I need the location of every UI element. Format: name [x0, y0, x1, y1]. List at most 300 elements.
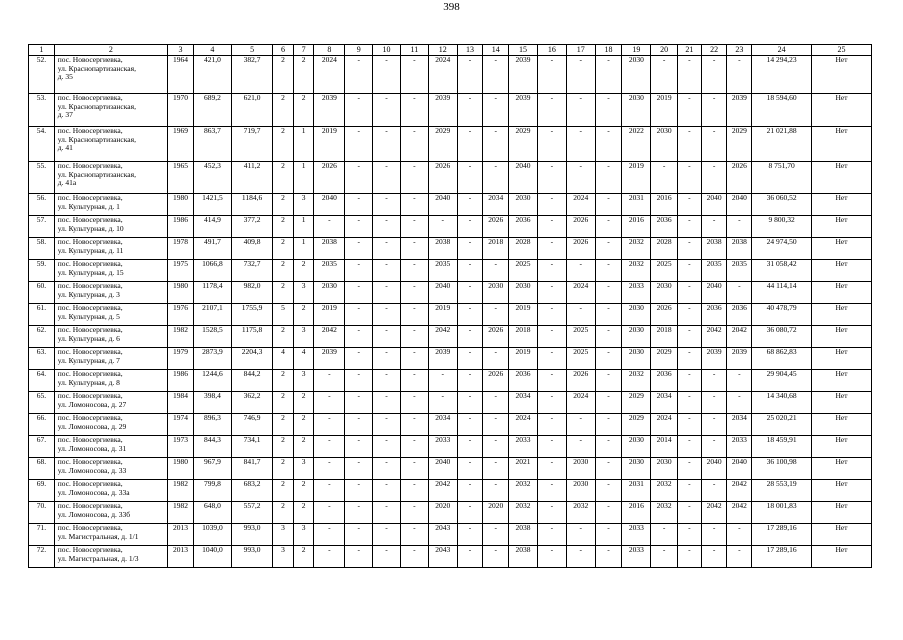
table-cell: -	[345, 162, 373, 194]
table-cell: 1175,8	[231, 326, 272, 348]
address-line: ул. Ломоносова, д. 27	[57, 399, 127, 409]
page-number: 398	[443, 1, 460, 13]
table-cell: 2014	[651, 436, 678, 458]
table-cell: -	[457, 238, 483, 260]
table-cell: 1184,6	[231, 194, 272, 216]
table-row	[29, 392, 872, 414]
table-cell: 2028	[509, 238, 538, 260]
row-number-cell: 59.	[29, 260, 55, 282]
address-line: ул. Ломоносова, д. 29	[57, 421, 127, 431]
table-cell: 841,7	[231, 458, 272, 480]
table-cell: -	[595, 260, 622, 282]
table-cell: -	[457, 546, 483, 568]
table-cell: -	[400, 282, 428, 304]
table-cell: 1755,9	[231, 304, 272, 326]
table-cell: -	[314, 370, 345, 392]
table-cell: -	[678, 370, 702, 392]
table-cell: 2038	[428, 238, 457, 260]
cost-cell: 31 058,42	[752, 260, 812, 282]
table-cell: 2042	[428, 480, 457, 502]
table-cell: -	[678, 436, 702, 458]
address-line: ул. Культурная, д. 1	[57, 201, 120, 211]
table-cell: 2	[293, 502, 314, 524]
table-row	[29, 216, 872, 238]
table-cell: 2040	[701, 282, 727, 304]
address-line: ул. Ломоносова, д. 33а	[57, 487, 130, 497]
table-cell: 2030	[509, 282, 538, 304]
table-cell: -	[457, 282, 483, 304]
address-line: ул. Культурная, д. 6	[57, 333, 120, 343]
table-row	[29, 260, 872, 282]
table-cell: -	[678, 348, 702, 370]
table-cell: -	[537, 260, 566, 282]
table-cell: 2019	[314, 304, 345, 326]
table-cell: -	[373, 162, 401, 194]
table-row	[29, 546, 872, 568]
address-line: ул. Краснопартизанская,	[57, 63, 136, 73]
table-cell: -	[373, 260, 401, 282]
table-cell: 2026	[566, 216, 595, 238]
table-cell: 2026	[566, 370, 595, 392]
table-cell: 2031	[622, 480, 651, 502]
table-cell: -	[400, 238, 428, 260]
table-cell: 3	[273, 546, 294, 568]
address-line: ул. Культурная, д. 3	[57, 289, 120, 299]
row-number-cell: 52.	[29, 56, 55, 94]
column-number: 15	[509, 45, 538, 56]
table-cell: 409,8	[231, 238, 272, 260]
table-cell: -	[678, 502, 702, 524]
table-cell: -	[373, 194, 401, 216]
table-row	[29, 414, 872, 436]
table-cell: 2033	[622, 524, 651, 546]
table-cell: 2040	[428, 458, 457, 480]
table-cell: -	[651, 56, 678, 94]
table-cell: -	[566, 304, 595, 326]
table-cell: 452,3	[193, 162, 231, 194]
table-cell: -	[595, 216, 622, 238]
table-cell: 2021	[509, 458, 538, 480]
table-cell: -	[345, 546, 373, 568]
table-cell: 2026	[428, 162, 457, 194]
table-cell: -	[373, 458, 401, 480]
table-cell: -	[457, 436, 483, 458]
table-cell: 2030	[622, 304, 651, 326]
table-cell: 2024	[509, 414, 538, 436]
table-cell: 2026	[483, 326, 509, 348]
table-cell: 2	[273, 458, 294, 480]
table-cell: 2039	[701, 348, 727, 370]
table-cell: -	[678, 238, 702, 260]
table-cell: 2873,9	[193, 348, 231, 370]
table-cell: 2034	[727, 414, 752, 436]
table-cell: 2035	[428, 260, 457, 282]
table-cell: 2019	[428, 304, 457, 326]
table-row	[29, 238, 872, 260]
status-cell: Нет	[811, 502, 871, 524]
table-cell: 2026	[651, 304, 678, 326]
table-cell: -	[400, 260, 428, 282]
table-cell: -	[727, 546, 752, 568]
table-cell: 2016	[651, 194, 678, 216]
column-number: 10	[373, 45, 401, 56]
address-line: пос. Новосергиевка,	[57, 391, 123, 400]
table-cell: 2	[273, 94, 294, 127]
table-cell: 2029	[651, 348, 678, 370]
table-cell: 993,0	[231, 546, 272, 568]
table-cell: -	[345, 414, 373, 436]
table-cell: -	[566, 127, 595, 162]
column-number: 23	[727, 45, 752, 56]
address-cell	[54, 546, 167, 568]
table-row	[29, 524, 872, 546]
table-cell: -	[595, 127, 622, 162]
table-cell: -	[595, 392, 622, 414]
table-cell: -	[727, 56, 752, 94]
column-number: 25	[811, 45, 871, 56]
cost-cell: 36 060,52	[752, 194, 812, 216]
address-line: ул. Магистральная, д. 1/3	[57, 553, 139, 563]
table-cell: 2038	[701, 238, 727, 260]
table-cell: -	[595, 370, 622, 392]
table-cell: 2036	[651, 216, 678, 238]
status-cell: Нет	[811, 304, 871, 326]
column-number: 12	[428, 45, 457, 56]
table-cell: -	[595, 238, 622, 260]
table-cell: 1066,8	[193, 260, 231, 282]
cost-cell: 18 001,83	[752, 502, 812, 524]
address-line: пос. Новосергиевка,	[57, 501, 123, 510]
status-cell: Нет	[811, 238, 871, 260]
table-cell: -	[457, 56, 483, 94]
table-cell: -	[345, 326, 373, 348]
table-cell: -	[345, 260, 373, 282]
table-cell: 2	[293, 414, 314, 436]
table-cell: -	[678, 480, 702, 502]
table-cell: -	[373, 348, 401, 370]
table-cell: 1178,4	[193, 282, 231, 304]
table-cell: -	[314, 392, 345, 414]
table-cell: -	[537, 94, 566, 127]
table-cell: 1	[293, 162, 314, 194]
column-number: 17	[566, 45, 595, 56]
table-row	[29, 127, 872, 162]
table-cell: -	[566, 436, 595, 458]
table-cell: -	[483, 304, 509, 326]
row-number-cell: 67.	[29, 436, 55, 458]
table-cell: -	[595, 282, 622, 304]
address-line: пос. Новосергиевка,	[57, 325, 123, 334]
table-cell: 1974	[168, 414, 194, 436]
table-cell: -	[345, 127, 373, 162]
table-cell: 2013	[168, 546, 194, 568]
table-cell: 2038	[314, 238, 345, 260]
table-cell: -	[595, 524, 622, 546]
table-cell: -	[428, 392, 457, 414]
table-cell: 2	[293, 436, 314, 458]
table-cell: -	[678, 326, 702, 348]
table-cell: -	[701, 127, 727, 162]
table-cell: -	[314, 524, 345, 546]
table-cell: 2026	[314, 162, 345, 194]
table-cell: -	[651, 546, 678, 568]
address-cell	[54, 480, 167, 502]
address-cell	[54, 127, 167, 162]
table-cell: -	[678, 216, 702, 238]
table-cell: -	[537, 414, 566, 436]
table-cell: 2	[293, 94, 314, 127]
table-cell: -	[701, 414, 727, 436]
status-cell: Нет	[811, 194, 871, 216]
table-cell: 1965	[168, 162, 194, 194]
table-cell: 1978	[168, 238, 194, 260]
table-cell: 2019	[509, 304, 538, 326]
table-cell: -	[566, 162, 595, 194]
table-cell: 734,1	[231, 436, 272, 458]
status-cell: Нет	[811, 162, 871, 194]
table-cell: 2	[293, 56, 314, 94]
address-line: пос. Новосергиевка,	[57, 523, 123, 532]
table-cell: 2030	[622, 436, 651, 458]
table-cell: -	[373, 414, 401, 436]
table-cell: 382,7	[231, 56, 272, 94]
table-cell: 1980	[168, 458, 194, 480]
address-cell	[54, 414, 167, 436]
table-cell: 2030	[509, 194, 538, 216]
table-cell: 2043	[428, 546, 457, 568]
row-number-cell: 64.	[29, 370, 55, 392]
table-cell: -	[727, 216, 752, 238]
table-cell: -	[483, 436, 509, 458]
table-cell: -	[595, 348, 622, 370]
table-row	[29, 94, 872, 127]
cost-cell: 28 553,19	[752, 480, 812, 502]
table-cell: -	[457, 480, 483, 502]
table-cell: -	[314, 502, 345, 524]
table-cell: 2035	[701, 260, 727, 282]
row-number-cell: 66.	[29, 414, 55, 436]
table-cell: -	[373, 326, 401, 348]
table-cell: -	[595, 194, 622, 216]
table-cell: 2	[273, 238, 294, 260]
table-cell: -	[727, 392, 752, 414]
table-cell: -	[483, 524, 509, 546]
table-cell: 2034	[483, 194, 509, 216]
table-cell: 2033	[428, 436, 457, 458]
address-line: пос. Новосергиевка,	[57, 281, 123, 290]
table-cell: 2039	[727, 94, 752, 127]
row-number-cell: 63.	[29, 348, 55, 370]
table-cell: 2032	[622, 370, 651, 392]
address-line: д. 41	[57, 143, 73, 153]
table-cell: 2040	[509, 162, 538, 194]
table-cell: 3	[293, 326, 314, 348]
table-cell: 2	[273, 414, 294, 436]
table-cell: -	[400, 436, 428, 458]
table-cell: 2039	[509, 94, 538, 127]
table-cell: -	[345, 524, 373, 546]
table-cell: -	[400, 502, 428, 524]
table-cell: 1040,0	[193, 546, 231, 568]
row-number-cell: 57.	[29, 216, 55, 238]
address-cell	[54, 348, 167, 370]
table-cell: -	[373, 304, 401, 326]
table-row	[29, 480, 872, 502]
table-cell: 2030	[651, 282, 678, 304]
table-cell: -	[373, 282, 401, 304]
address-line: ул. Культурная, д. 15	[57, 267, 124, 277]
table-cell: 863,7	[193, 127, 231, 162]
table-cell: -	[373, 436, 401, 458]
table-cell: 2036	[509, 370, 538, 392]
status-cell: Нет	[811, 458, 871, 480]
table-cell: 2039	[314, 94, 345, 127]
table-cell: -	[483, 162, 509, 194]
address-cell	[54, 458, 167, 480]
table-cell: 2030	[651, 127, 678, 162]
table-cell: 1	[293, 238, 314, 260]
table-cell: 2042	[727, 502, 752, 524]
table-cell: -	[727, 282, 752, 304]
address-line: пос. Новосергиевка,	[57, 479, 123, 488]
address-line: ул. Культурная, д. 5	[57, 311, 120, 321]
table-cell: -	[400, 304, 428, 326]
table-cell: -	[537, 546, 566, 568]
table-cell: 1975	[168, 260, 194, 282]
status-cell: Нет	[811, 56, 871, 94]
table-cell: -	[537, 326, 566, 348]
table-cell: 1982	[168, 326, 194, 348]
table-cell: -	[457, 392, 483, 414]
address-cell	[54, 194, 167, 216]
table-cell: -	[701, 546, 727, 568]
table-cell: -	[678, 127, 702, 162]
table-cell: -	[345, 392, 373, 414]
table-cell: -	[373, 216, 401, 238]
status-cell: Нет	[811, 414, 871, 436]
status-cell: Нет	[811, 524, 871, 546]
table-row	[29, 436, 872, 458]
table-row	[29, 348, 872, 370]
table-cell: 2030	[483, 282, 509, 304]
address-line: ул. Магистральная, д. 1/1	[57, 531, 139, 541]
table-cell: -	[595, 436, 622, 458]
table-cell: 2032	[509, 480, 538, 502]
table-cell: 3	[293, 370, 314, 392]
table-cell: -	[345, 480, 373, 502]
table-cell: 2024	[566, 392, 595, 414]
table-row	[29, 162, 872, 194]
table-cell: -	[595, 480, 622, 502]
table-cell: 2029	[622, 414, 651, 436]
table-cell: -	[537, 370, 566, 392]
table-cell: -	[483, 546, 509, 568]
table-cell: 4	[293, 348, 314, 370]
table-cell: -	[537, 282, 566, 304]
table-cell: -	[595, 502, 622, 524]
table-cell: -	[345, 56, 373, 94]
table-cell: 2	[273, 370, 294, 392]
table-cell: 377,2	[231, 216, 272, 238]
address-line: ул. Культурная, д. 10	[57, 223, 124, 233]
table-cell: -	[457, 524, 483, 546]
cost-cell: 24 974,50	[752, 238, 812, 260]
table-cell: 2028	[651, 238, 678, 260]
table-cell: 2032	[651, 502, 678, 524]
table-cell: -	[701, 524, 727, 546]
table-cell: 2033	[622, 282, 651, 304]
table-cell: 719,7	[231, 127, 272, 162]
table-cell: 2019	[622, 162, 651, 194]
table-cell: 414,9	[193, 216, 231, 238]
status-cell: Нет	[811, 392, 871, 414]
column-number: 20	[651, 45, 678, 56]
table-cell: 2024	[428, 56, 457, 94]
table-cell: 1979	[168, 348, 194, 370]
row-number-cell: 69.	[29, 480, 55, 502]
table-cell: -	[483, 392, 509, 414]
table-cell: 2039	[428, 94, 457, 127]
table-cell: -	[373, 502, 401, 524]
table-cell: 2030	[622, 326, 651, 348]
table-cell: -	[457, 458, 483, 480]
table-cell: -	[457, 502, 483, 524]
table-cell: 1973	[168, 436, 194, 458]
table-cell: 2	[293, 480, 314, 502]
row-number-cell: 56.	[29, 194, 55, 216]
table-cell: -	[345, 502, 373, 524]
table-cell: 2029	[428, 127, 457, 162]
address-cell	[54, 238, 167, 260]
table-cell: -	[314, 414, 345, 436]
table-cell: 2	[273, 56, 294, 94]
table-cell: -	[537, 480, 566, 502]
cost-cell: 21 021,88	[752, 127, 812, 162]
table-cell: -	[345, 370, 373, 392]
table-cell: 2	[273, 260, 294, 282]
table-cell: 2042	[428, 326, 457, 348]
address-cell	[54, 524, 167, 546]
table-cell: 2042	[701, 502, 727, 524]
table-cell: 2043	[428, 524, 457, 546]
table-cell: 2040	[727, 194, 752, 216]
cost-cell: 29 904,45	[752, 370, 812, 392]
table-cell: 2035	[314, 260, 345, 282]
table-cell: 2030	[622, 348, 651, 370]
table-cell: -	[400, 392, 428, 414]
table-row	[29, 56, 872, 94]
table-cell: -	[400, 216, 428, 238]
table-cell: 2024	[566, 282, 595, 304]
table-cell: 2040	[701, 194, 727, 216]
table-cell: -	[483, 458, 509, 480]
table-cell: 2029	[727, 127, 752, 162]
table-cell: -	[678, 94, 702, 127]
cost-cell: 17 289,16	[752, 524, 812, 546]
table-cell: 2204,3	[231, 348, 272, 370]
table-cell: -	[701, 370, 727, 392]
table-cell: -	[678, 162, 702, 194]
cost-cell: 14 294,23	[752, 56, 812, 94]
table-cell: 4	[273, 348, 294, 370]
status-cell: Нет	[811, 348, 871, 370]
column-number: 9	[345, 45, 373, 56]
address-cell	[54, 436, 167, 458]
cost-cell: 18 459,91	[752, 436, 812, 458]
table-cell: -	[537, 458, 566, 480]
address-line: ул. Ломоносова, д. 33б	[57, 509, 131, 519]
table-cell: 2	[273, 282, 294, 304]
